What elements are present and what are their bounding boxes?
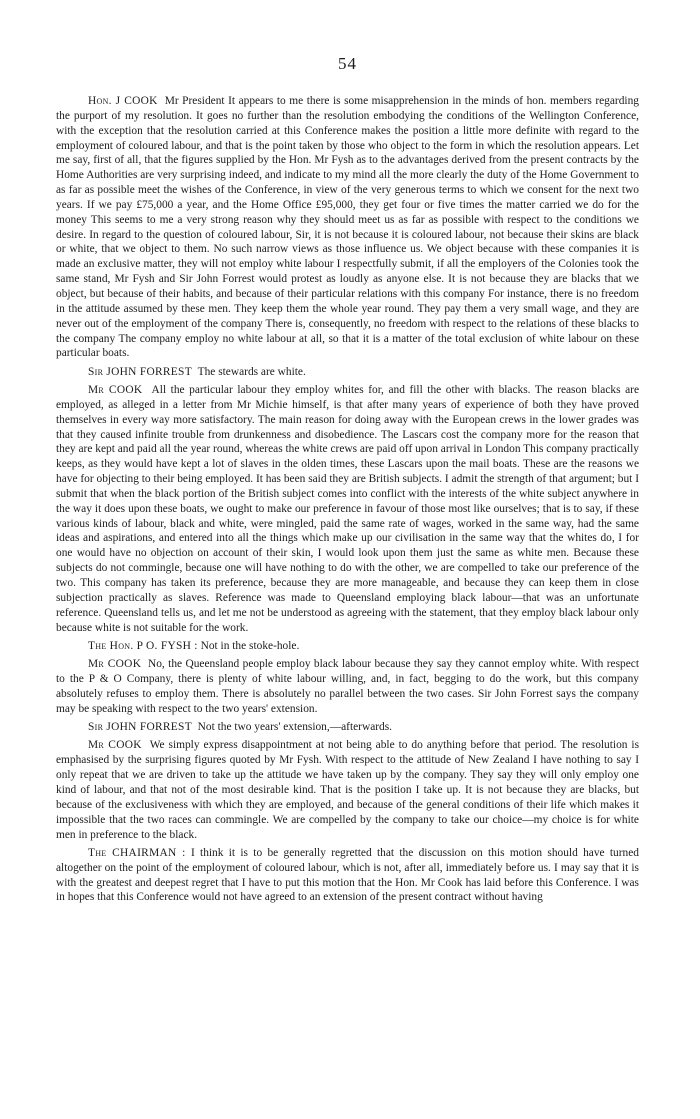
speaker-name: Sir JOHN FORREST — [88, 721, 192, 734]
speaker-name: Hon. J COOK — [88, 95, 158, 107]
speech-text: No, the Queensland people employ black labour because they say they cannot employ white. With respect to the P & O Company, there is plenty of white labour willing, and, in fact, begging to do the work, but this company absolutely refuses to employ them. There is absolutely no parallel between the two cases. Sir John Forrest says the company may be speaking with respect to the two years' extension. — [56, 658, 640, 715]
speaker-name: Mr COOK — [88, 658, 142, 671]
speech-text: Not the two years' extension,—afterwards. — [197, 721, 393, 734]
speech-paragraph-forrest-2 — [56, 720, 639, 735]
speech-text: Mr President It appears to me there is some misapprehension in the minds of hon. members regarding the purport of my resolution. It goes no further than the resolution embodying the conditions of the Wellington Conference, with the exception that the resolution carried at this Conference makes the position a little more definite with regard to the employment of coloured labour, and that is the point taken by those who object to the form in which the resolution appears. Let me say, first of all, that the figures supplied by the Hon. Mr Fysh as to the advantages derived from the present contracts by the Home Authorities are very surprising indeed, and indicate to my mind all the more clearly the duty of the Home Government to as far as possible meet the wishes of the Conference, in view of the very generous terms to which we consent for the next two years. If we pay £75,000 a year, and the Home Office £95,000, they get four or five times the matter carried we do for the money This seems to me a very strong reason why they should meet us as far as possible with respect to the conditions we desire. In regard to the question of coloured labour, Sir, it is not because it is coloured labour, not because their skins are black or white, that we object to them. No such narrow views as those influence us. We object because with these companies it is made an exclusive matter, they will not employ white labour I respectfully submit, if all the employers of the Colonies took the same stand, Mr Fysh and Sir John Forrest would protest as loudly as anyone else. It is not because they are blacks that we object, but because of their habits, and because of their particular relations with this company For instance, there is no freedom in the attitude assumed by these men. They keep them the whole year round. They pay them a very small wage, and they are never out of the employment of the company There is, consequently, no freedom with respect to the relations of these blacks to the company The company employ no white labour at all, so that it is a matter of the total exclusion of white labour on these particular boats. — [56, 95, 639, 360]
speech-paragraph-cook-3 — [56, 657, 639, 716]
speaker-name: Sir JOHN FORREST — [88, 365, 192, 378]
speech-paragraph-chairman — [56, 846, 639, 905]
speech-paragraph-cook-2 — [56, 383, 639, 635]
speaker-name: Mr COOK — [88, 384, 143, 397]
speaker-name: The Hon. P O. FYSH : — [88, 639, 198, 652]
speech-paragraph-fysh — [56, 639, 639, 654]
speech-text: We simply express disappointment at not being able to do anything before that period. The resolution is emphasised by the surprising figures quoted by Mr Fysh. With respect to the attitude of New Zealand I have nothing to say I only repeat that we are driven to take up the attitude we have taken up by the company. They say they will only employ one kind of labour, and that not of the most desirable kind. That is the position I take up. It is not because they are blacks, but because of the exclusiveness with which they are employed, and because of the general conditions of their life which makes it impossible that the two races can commingle. We are compelled by the company to take our choice—my choice is for white men in preference to the black. — [56, 739, 640, 841]
speech-paragraph-forrest-1 — [56, 365, 639, 380]
speaker-name: The CHAIRMAN : — [88, 846, 186, 859]
speech-paragraph-cook-4 — [56, 738, 639, 842]
speaker-name: Mr COOK — [88, 739, 142, 752]
speech-text: Not in the stoke-hole. — [200, 639, 300, 652]
speech-text: All the particular labour they employ whites for, and fill the other with blacks. The reason blacks are employed, as alleged in a letter from Mr Michie himself, is that after many years of experience of both they have proved themselves in every way more satisfactory. The main reason for doing away with the European crews in the lower grades was that they caused infinite trouble from drunkenness and disobedience. The Lascars cost the company more for the reason that they are kept and paid all the year round, whereas the white crews are paid off upon arrival in London This company practically keeps, as they would have kept a lot of slaves in the olden times, these Lascars upon the mail boats. These are the reasons we have for objecting to their being employed. It has been said they are British subjects. I admit the strength of that argument; but I submit that when the black portion of the British subject comes into conflict with the interests of the white subject anywhere in the way it does upon these boats, we ought to make our preference in favour of those most like ourselves; that is to say, if these various kinds of labour, black and white, were mingled, paid the same rate of wages, worked in the same way, had the same ideas and aspirations, and entered into all the things which make up our civilisation in the same way that the whites do, I for one would have no objection on account of their skin, I would look upon them just the same as white men. Because these subjects do not commingle, because one will have nothing to do with the other, we are compelled to take our preference of the two. This company has taken its preference, because they are more manageable, and because they can keep them in close subjection practically as slaves. Reference was made to Queensland employing black labour—that was an unfortunate reference. Queensland tells us, and let me not be understood as agreeing with the statement, that they employ black labour only because white is not suitable for the work. — [56, 384, 640, 634]
speech-text: I think it is to be generally regretted that the discussion on this motion should have turned altogether on the point of the employment of coloured labour, which is not, after all, immediately before us. I may say that it is with the greatest and deepest regret that I have to put this motion that the Hon. Mr Cook has laid before this Conference. I was in hopes that this Conference would not have agreed to an extension of the present contract without having — [56, 846, 639, 904]
page-number: 54 — [338, 54, 357, 73]
speech-text: The stewards are white. — [197, 365, 306, 378]
document-page — [56, 54, 639, 909]
speech-paragraph-cook-1 — [56, 94, 639, 361]
